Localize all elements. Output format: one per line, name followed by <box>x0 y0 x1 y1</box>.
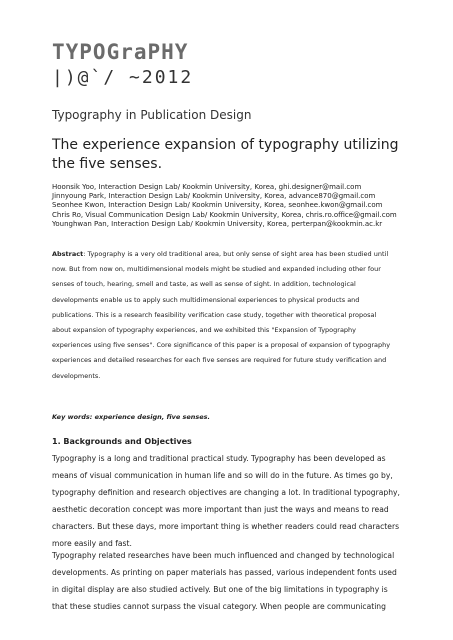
abstract-text: : Typography is a very old traditional area, but only sense of sight area has been studied until now. But from now on, multidimensional models might be studied and expanded including other four senses of touch, hearing, smell and taste, as well as sense of sight. In addition, technological developments enable us to apply such multidimensional experiences to physical products and publications. This is a research feasibility verification case study, together with theoretical proposal about expansion of typography experiences, and we exhibited this "Expansion of Typography experiences using five senses". Core significance of this paper is a proposal of expansion of typography experiences and detailed researches for each five senses are required for future study verification and developments. <box>52 250 391 380</box>
abstract <box>52 247 397 384</box>
author-line: Chris Ro, Visual Communication Design Lab/ Kookmin University, Korea, chris.ro.office@gmail.com <box>52 210 397 219</box>
conference-logo <box>52 40 232 96</box>
author-line: Seonhee Kwon, Interaction Design Lab/ Kookmin University, Korea, seonhee.kwon@gmail.com <box>52 201 383 210</box>
paper-title: The experience expansion of typography utilizing the five senses. <box>52 137 399 172</box>
body-paragraph: Typography is a long and traditional practical study. Typography has been developed as means of visual communication in human life and so will do in the future. As times go by, typography definition and research objectives are changing a lot. In traditional typography, aesthetic decoration concept was more important than just the ways and means to read characters. But these days, more important thing is whether readers could read characters more easily and fast. <box>52 454 400 548</box>
author-line: Hoonsik Yoo, Interaction Design Lab/ Kookmin University, Korea, ghi.designer@mail.com <box>52 183 362 191</box>
author-line: Younghwan Pan, Interaction Design Lab/ Kookmin University, Korea, perterpan@kookmin.ac.kr <box>52 219 383 228</box>
body-paragraph: Typography related researches have been much influenced and changed by technological developments. As printing on paper materials has passed, various independent fonts used in digital display are also studied actively. But one of the big limitations in typography is that these studies cannot surpass the visual category. When people are communicating <box>52 551 397 611</box>
author-list <box>52 183 402 229</box>
section-heading: 1. Backgrounds and Objectives <box>52 437 192 446</box>
section-label: Typography in Publication Design <box>52 108 252 122</box>
logo-wordmark: TYPOGraPHY <box>52 40 189 64</box>
abstract-label: Abstract <box>52 250 84 258</box>
logo-subline: |)@`/ ~2012 <box>52 67 194 88</box>
keywords: Key words: experience design, five senses. <box>52 413 211 421</box>
author-line: Jinnyoung Park, Interaction Design Lab/ Kookmin University, Korea, advance870@gmail.com <box>52 192 376 201</box>
